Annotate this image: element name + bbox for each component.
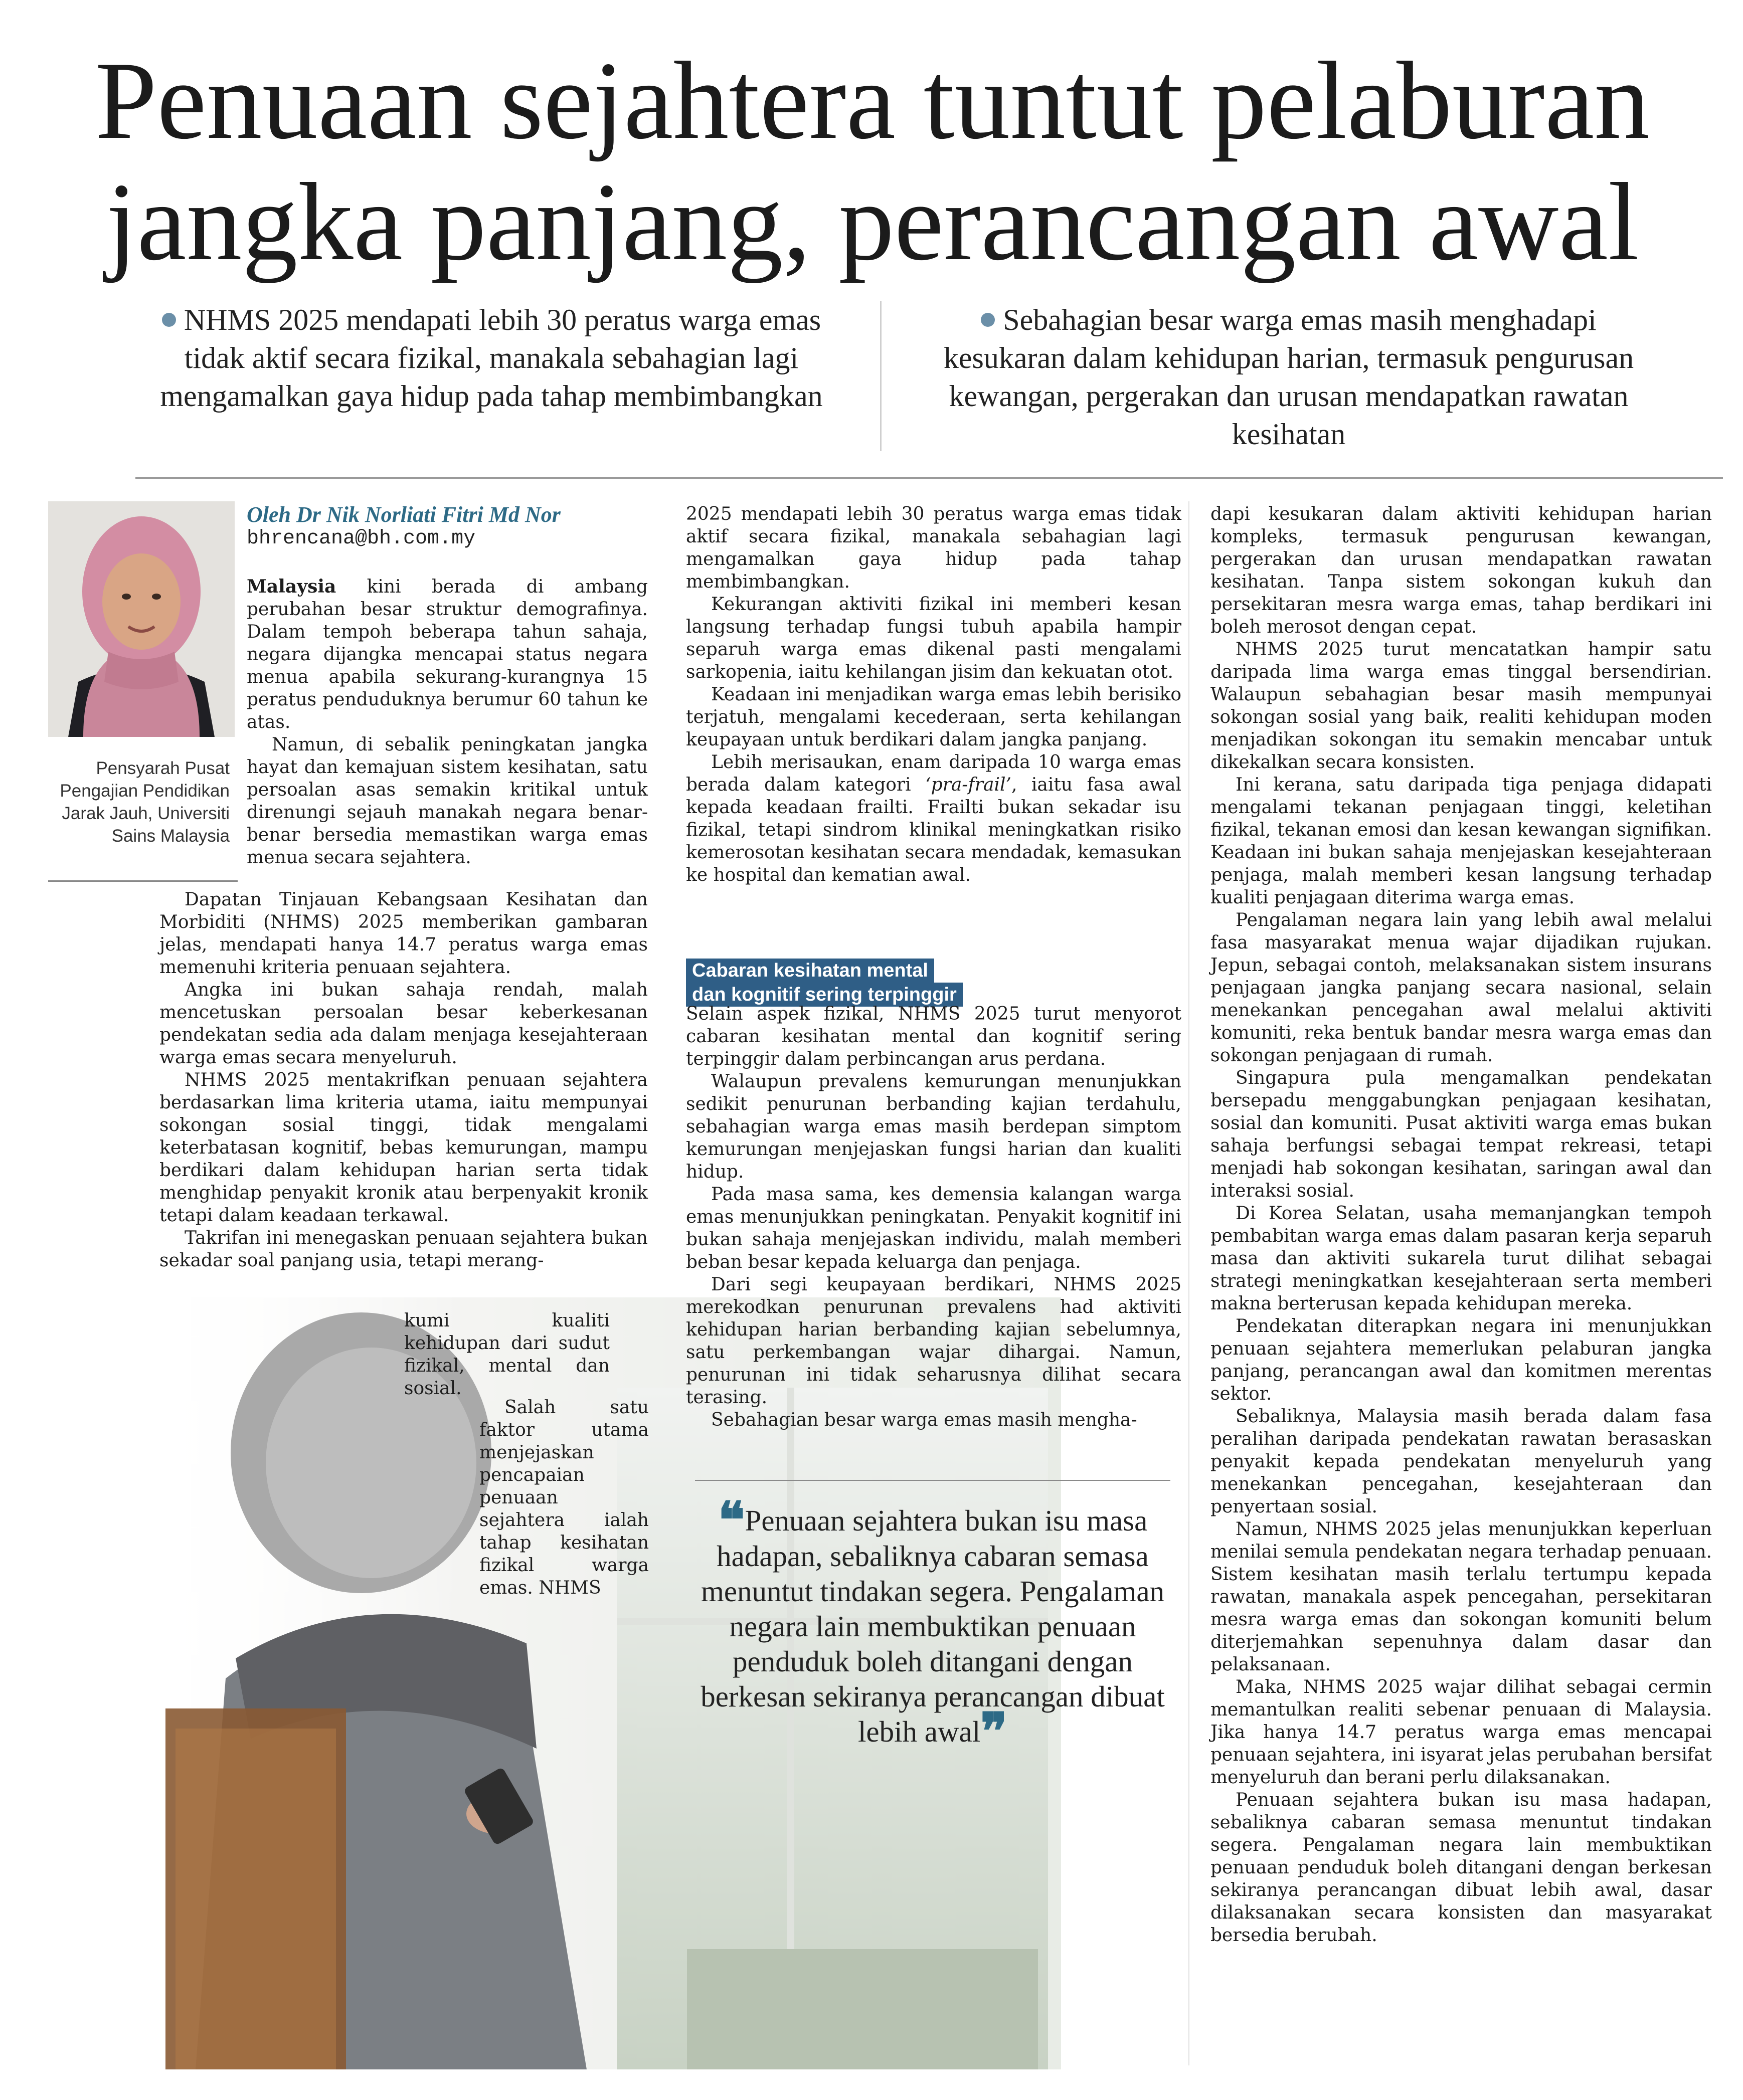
paragraph: Angka ini bukan sahaja rendah, malah mencetuskan persoalan besar keberkesanan pendekatan sedia ada dalam menjaga kesejahteraan warga emas secara menyeluruh. <box>159 980 648 1068</box>
bullet-dot-icon <box>981 313 995 327</box>
column-1-wrap <box>404 1309 610 1400</box>
paragraph: Pada masa sama, kes demensia kalangan warga emas menunjukkan peningkatan. Penyakit kognitif ini bukan sahaja menjejaskan individu, malah memberi beban besar kepada keluarga dan penjaga. <box>686 1184 1181 1272</box>
emphasis-term: ‘pra-frail’ <box>925 775 1011 795</box>
paragraph: Namun, di sebalik peningkatan jangka hayat dan kemajuan sistem kesihatan, satu persoalan asas semakin kritikal untuk direnungi sejauh manakah negara benar-benar bersedia memastikan warga emas menua secara sejahtera. <box>247 734 648 868</box>
subheading-line-1: Cabaran kesihatan mental <box>686 959 934 983</box>
paragraph <box>686 751 1181 886</box>
column-1-bottom <box>479 1396 649 1599</box>
pull-quote-rule <box>695 1480 1170 1481</box>
paragraph: Sebaliknya, Malaysia masih berada dalam fasa peralihan daripada pendekatan rawatan berasaskan penyakit kepada pendekatan menyeluruh yang menekankan pencegahan, kesejahteraan dan penyertaan sosial. <box>1210 1406 1712 1517</box>
paragraph: Dari segi keupayaan berdikari, NHMS 2025 merekodkan penurunan prevalens had aktiviti kehidupan harian berbanding kajian sebelumnya, satu perkembangan wajar dihargai. Namun, penurunan ini tidak seharusnya dilihat secara terasing. <box>686 1274 1181 1408</box>
column-2-top <box>686 503 1181 886</box>
subheading <box>686 959 963 1007</box>
pull-quote <box>692 1493 1173 1760</box>
paragraph: Di Korea Selatan, usaha memanjangkan tempoh pembabitan warga emas dalam pasaran kerja separuh masa dan aktiviti sukarela turut dilihat sebagai strategi meningkatkan kesejahteraan serta memberi makna berterusan kepada kehidupan mereka. <box>1210 1203 1712 1314</box>
headline-line-1: Penuaan sejahtera tuntut pelaburan <box>95 39 1650 162</box>
paragraph: Pendekatan diterapkan negara ini menunjukkan penuaan sejahtera memerlukan pelaburan jangka panjang, perancangan awal dan komitmen merentas sektor. <box>1210 1316 1712 1404</box>
paragraph: Penuaan sejahtera bukan isu masa hadapan, sebaliknya cabaran semasa menuntut tindakan segera. Pengalaman negara lain membuktikan penuaan penduduk boleh ditangani dengan berkesan sekiranya perancangan dibuat lebih awal, dasar dilaksanakan secara konsisten dan masyarakat bersedia berubah. <box>1210 1790 1712 1946</box>
column-1-middle <box>159 888 648 1272</box>
close-quote-icon: ❞ <box>980 1704 1007 1760</box>
headline-line-2: jangka panjang, perancangan awal <box>106 160 1639 284</box>
paragraph: Ini kerana, satu daripada tiga penjaga didapati mengalami tekanan penjagaan tinggi, keletihan fizikal, tekanan emosi dan kesan kewangan signifikan. Keadaan ini bukan sahaja menjejaskan kesejahteraan penjaga, malah memberi kesan langsung terhadap kualiti penjagaan diterima warga emas. <box>1210 775 1712 908</box>
column-1-top <box>247 576 648 869</box>
pull-quote-text: Penuaan sejahtera bukan isu masa hadapan, sebaliknya cabaran semasa menuntut tindakan segera. Pengalaman negara lain membuktikan penuaan penduduk boleh ditangani dengan berkesan sekiranya perancangan dibuat lebih awal <box>701 1504 1165 1748</box>
paragraph: Singapura pula mengamalkan pendekatan bersepadu menggabungkan penjagaan kesihatan, sosial dan komuniti. Pusat aktiviti warga emas bukan sahaja berfungsi sebagai tempat rekreasi, tetapi menjadi hab sokongan kesihatan, saringan awal dan interaksi sosial. <box>1210 1068 1712 1201</box>
paragraph: NHMS 2025 mentakrifkan penuaan sejahtera berdasarkan lima kriteria utama, iaitu mempunyai sokongan sosial tinggi, tidak mengalami keterbatasan kognitif, bebas kemurungan, mampu berdikari dalam kehidupan harian serta tidak menghidap penyakit kronik atau berpenyakit kronik tetapi dalam keadaan terkawal. <box>159 1070 648 1226</box>
column-rule <box>1188 501 1189 2065</box>
section-rule <box>135 477 1723 479</box>
highlight-left <box>145 301 837 415</box>
paragraph: Kekurangan aktiviti fizikal ini memberi kesan langsung terhadap fungsi tubuh apabila hampir separuh warga emas dikenal pasti mengalami sarkopenia, iaitu kehilangan jisim dan kekuatan otot. <box>686 594 1181 682</box>
paragraph: Sebahagian besar warga emas masih mengha- <box>711 1410 1137 1430</box>
paragraph: Salah satu faktor utama menjejaskan pencapaian penuaan sejahtera ialah tahap kesihatan fizikal warga emas. NHMS <box>479 1397 649 1598</box>
column-3 <box>1210 503 1712 1947</box>
paragraph: Keadaan ini menjadikan warga emas lebih berisiko terjatuh, mengalami kecederaan, serta kehilangan keupayaan untuk berdikari dalam jangka panjang. <box>686 684 1181 750</box>
paragraph-text: kini berada di ambang perubahan besar struktur demografinya. Dalam tempoh beberapa tahun sahaja, negara dijangka mencapai status negara menua apabila sekurang-kurangnya 15 peratus penduduknya berumur 60 tahun ke atas. <box>247 577 648 732</box>
highlight-divider <box>880 301 882 451</box>
paragraph: NHMS 2025 turut mencatatkan hampir satu daripada lima warga emas tinggal bersendirian. Walaupun sebahagian besar masih mempunyai sokongan sosial yang baik, realiti kehidupan moden menjadikan sokongan itu semakin mencabar untuk dikekalkan secara konsisten. <box>1210 639 1712 773</box>
highlight-left-text: NHMS 2025 mendapati lebih 30 peratus warga emas tidak aktif secara fizikal, manakala sebahagian lagi mengamalkan gaya hidup pada tahap membimbangkan <box>160 303 823 413</box>
paragraph: Takrifan ini menegaskan penuaan sejahtera bukan sekadar soal panjang usia, tetapi merang- <box>159 1228 648 1271</box>
paragraph: 2025 mendapati lebih 30 peratus warga emas tidak aktif secara fizikal, manakala sebahagian lagi mengamalkan gaya hidup pada tahap membimbangkan. <box>686 504 1181 592</box>
author-photo <box>48 501 235 737</box>
bullet-dot-icon <box>162 313 176 327</box>
open-quote-icon: ❝ <box>718 1493 745 1549</box>
column-2-bottom <box>686 1003 1181 1431</box>
paragraph-text: Lebih merisaukan, enam daripada 10 warga emas berada dalam kategori <box>686 752 1181 795</box>
paragraph: dapi kesukaran dalam aktiviti kehidupan harian kompleks, termasuk pengurusan kewangan, pergerakan dan urusan mendapatkan rawatan kesihatan. Tanpa sistem sokongan kukuh dan persekitaran mesra warga emas, tahap berdikari ini boleh merosot dengan cepat. <box>1210 504 1712 637</box>
headline <box>70 40 1675 283</box>
paragraph: Namun, NHMS 2025 jelas menunjukkan keperluan menilai semula pendekatan negara terhadap penuaan. Sistem kesihatan masih terlalu tertumpu kepada rawatan, manakala aspek pencegahan, persekitaran mesra warga emas dan sokongan komuniti belum diterjemahkan sepenuhnya dalam dasar dan pelaksanaan. <box>1210 1519 1712 1675</box>
author-name: Oleh Dr Nik Norliati Fitri Md Nor <box>247 502 561 527</box>
paragraph: Walaupun prevalens kemurungan menunjukkan sedikit penurunan berbanding kajian terdahulu, sebahagian warga emas masih berdepan simptom kemurungan menjejaskan fungsi harian dan kualiti hidup. <box>686 1071 1181 1182</box>
caption-rule <box>48 880 238 882</box>
paragraph: kumi kualiti kehidupan dari sudut fizikal, mental dan sosial. <box>404 1310 610 1399</box>
author-email[interactable]: bhrencana@bh.com.my <box>247 527 476 550</box>
paragraph-text: , iaitu fasa awal kepada keadaan frailti. Frailti bukan sekadar isu fizikal, tetapi sindrom klinikal meningkatkan risiko kemerosotan kesihatan secara mendadak, kemasukan ke hospital dan kematian awal. <box>686 775 1181 885</box>
highlight-right-text: Sebahagian besar warga emas masih menghadapi kesukaran dalam kehidupan harian, termasuk pengurusan kewangan, pergerakan dan urusan mendapatkan rawatan kesihatan <box>943 303 1634 451</box>
paragraph: Selain aspek fizikal, NHMS 2025 turut menyorot cabaran kesihatan mental dan kognitif sering terpinggir dalam perbincangan arus perdana. <box>686 1004 1181 1069</box>
byline <box>247 503 561 551</box>
lead-word: Malaysia <box>247 576 336 597</box>
paragraph: Pengalaman negara lain yang lebih awal melalui fasa masyarakat menua wajar dijadikan rujukan. Jepun, sebagai contoh, melaksanakan sistem insurans penjagaan jangka panjang secara nasional, selain menekankan pencegahan awal melalui aktiviti komuniti, reka bentuk bandar mesra warga emas dan sokongan penjagaan di rumah. <box>1210 910 1712 1066</box>
subheading-line-2: dan kognitif sering terpinggir <box>686 983 963 1007</box>
highlight-right <box>943 301 1635 453</box>
paragraph: Dapatan Tinjauan Kebangsaan Kesihatan dan Morbiditi (NHMS) 2025 memberikan gambaran jelas, mendapati hanya 14.7 peratus warga emas memenuhi kriteria penuaan sejahtera. <box>159 889 648 978</box>
paragraph <box>247 576 648 733</box>
paragraph: Maka, NHMS 2025 wajar dilihat sebagai cermin memantulkan realiti sebenar penuaan di Malaysia. Jika hanya 14.7 peratus warga emas mencapai penuaan sejahtera, ini isyarat jelas perubahan bersifat menyeluruh dan berani perlu dilaksanakan. <box>1210 1677 1712 1788</box>
author-caption: Pensyarah Pusat Pengajian Pendidikan Jarak Jauh, Universiti Sains Malaysia <box>60 758 230 846</box>
